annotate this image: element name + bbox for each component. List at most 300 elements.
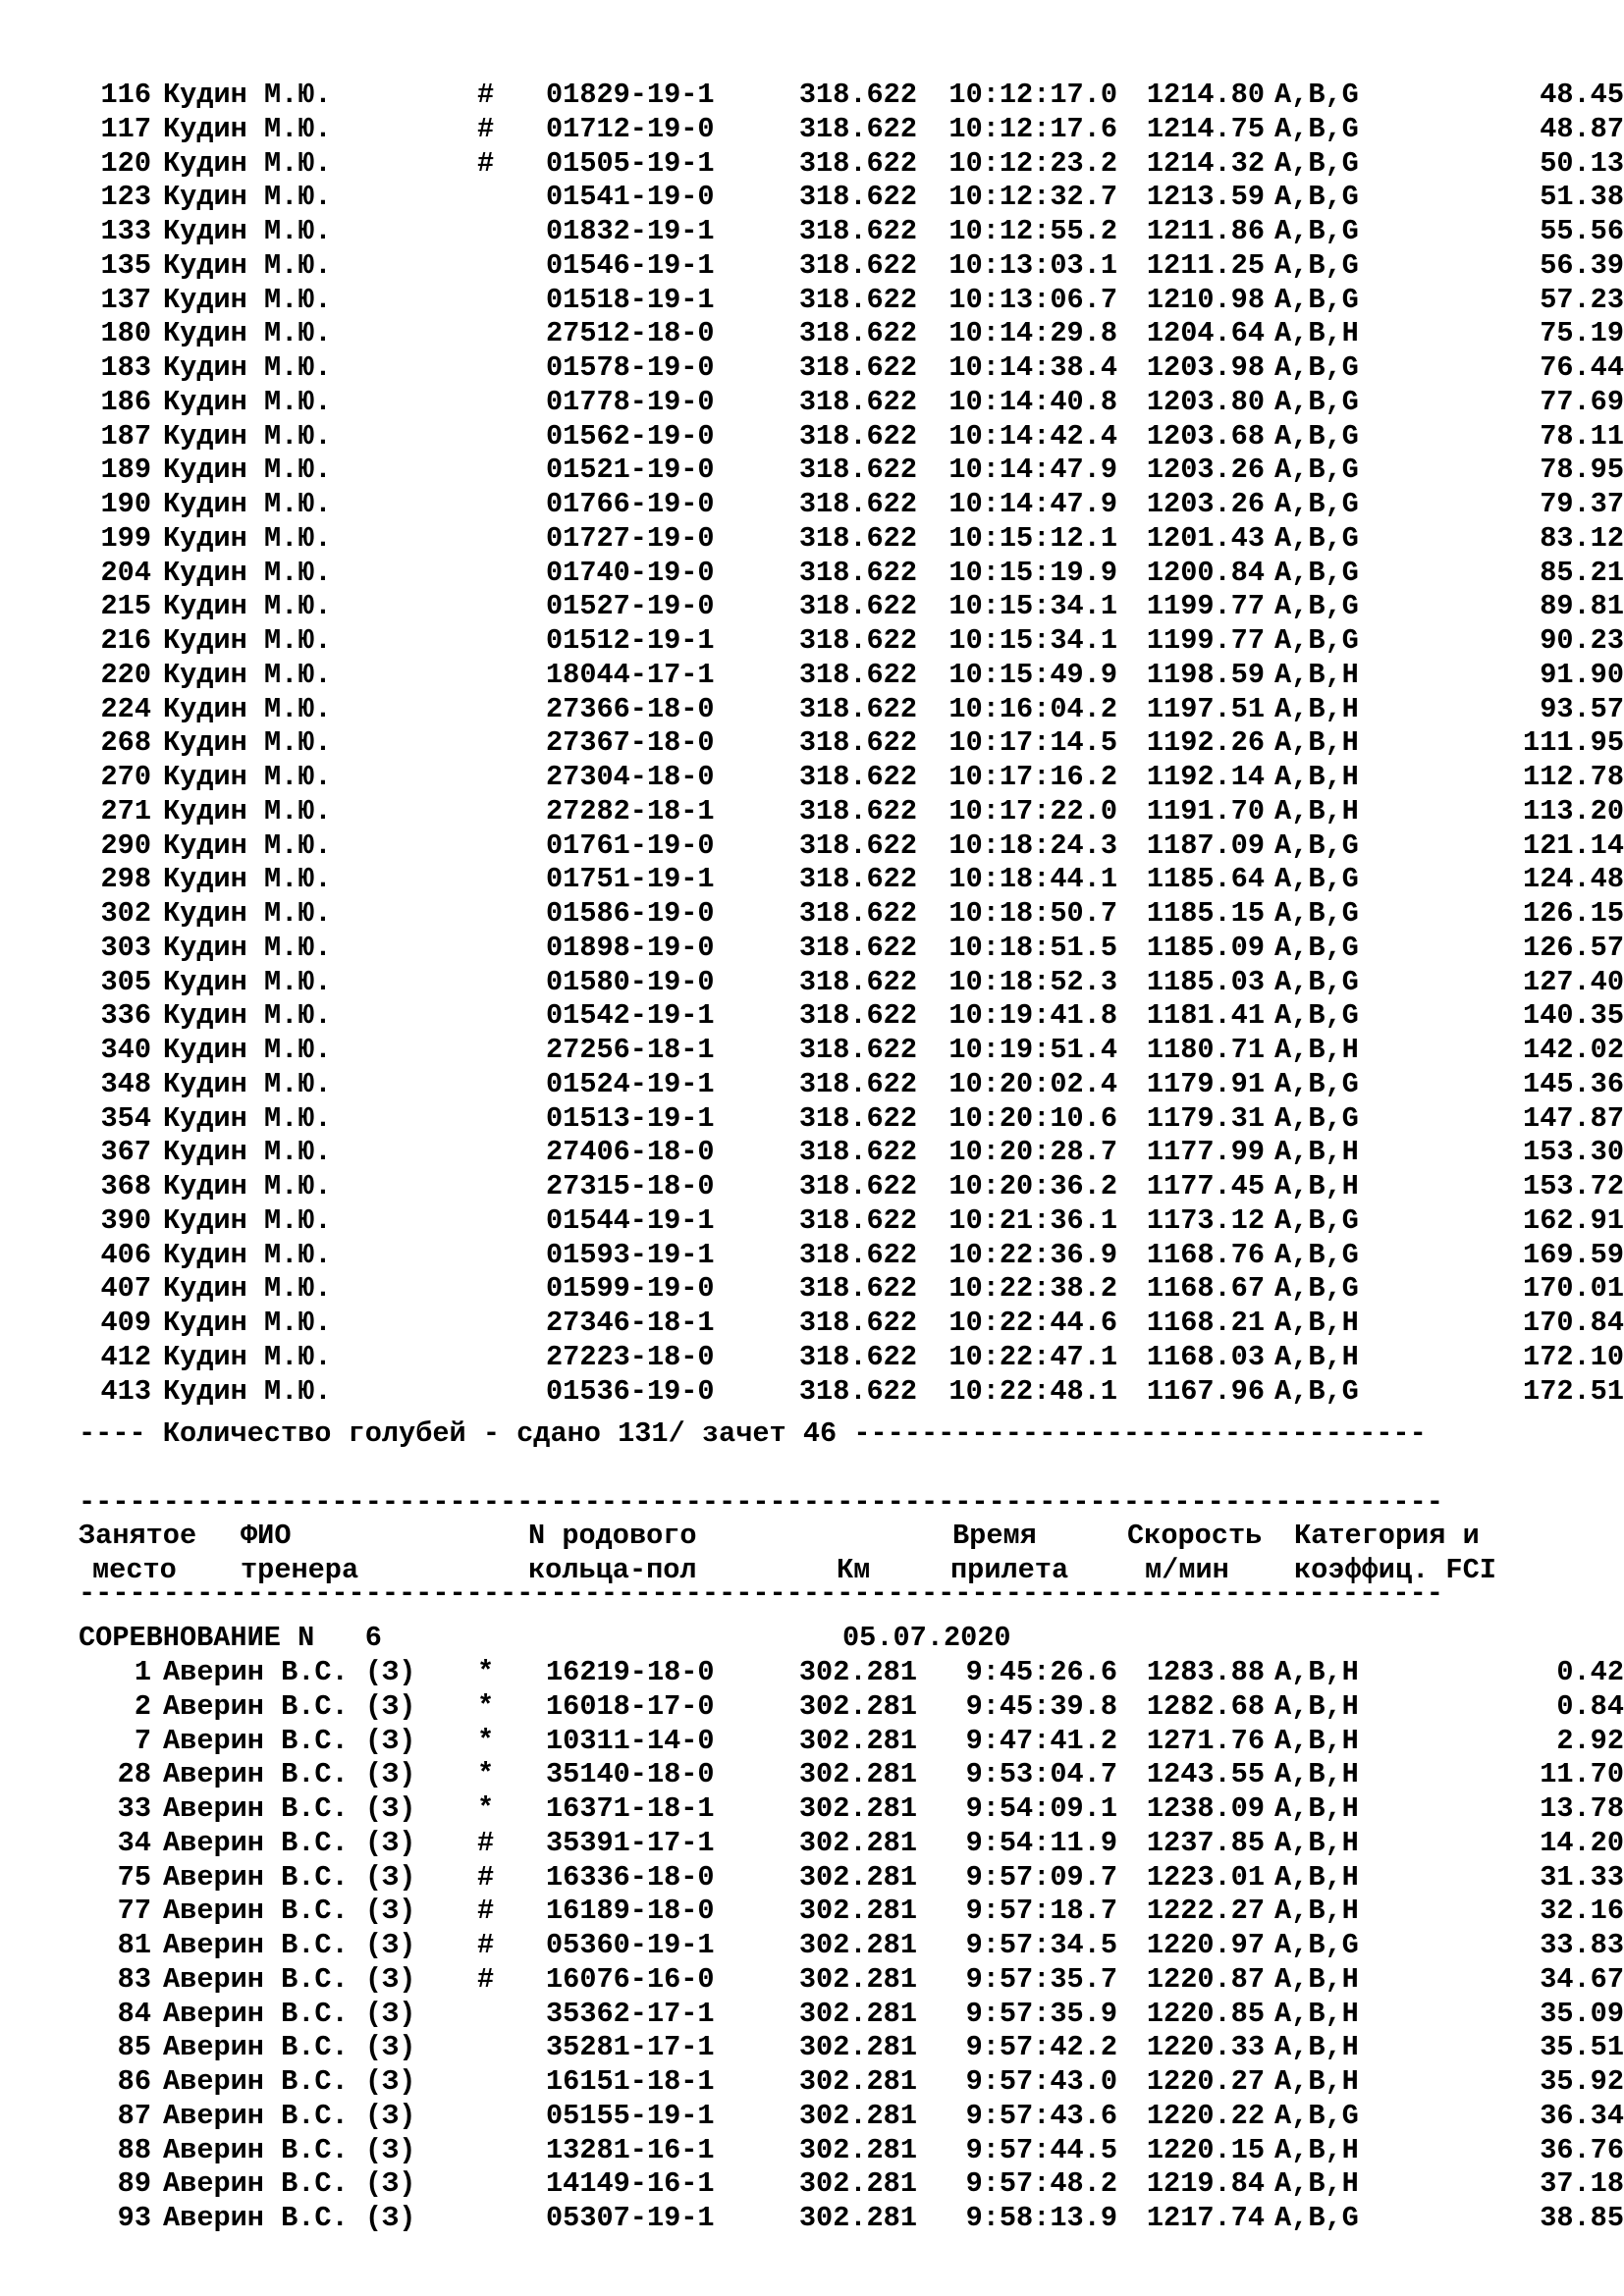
row-speed: 1177.45: [1146, 1170, 1265, 1202]
row-name: Кудин М.Ю.: [163, 283, 332, 316]
row-category: A,B,G: [1274, 146, 1359, 180]
row-name: Кудин М.Ю.: [163, 79, 332, 111]
row-time: 10:19:51.4: [948, 1034, 1117, 1066]
row-speed: 1222.27: [1146, 1895, 1265, 1928]
row-place: 290: [100, 828, 151, 862]
row-place: 412: [100, 1340, 151, 1373]
block-1-summary: ---- Количество голубей - сдано 131/ зачет 46 ----------------------------------: [79, 1417, 1427, 1450]
row-coefficient: 162.91: [1523, 1203, 1624, 1237]
row-ring: 01761-19-0: [546, 828, 715, 862]
row-category: A,B,G: [1274, 2202, 1359, 2234]
row-name: Кудин М.Ю.: [163, 1374, 332, 1408]
row-km: 318.622: [798, 317, 917, 350]
row-place: 28: [117, 1758, 151, 1791]
row-coefficient: 48.45: [1540, 79, 1624, 111]
row-km: 318.622: [798, 112, 917, 145]
row-place: 183: [100, 351, 151, 384]
row-ring: 27366-18-0: [546, 692, 715, 725]
row-name: Кудин М.Ю.: [163, 931, 332, 964]
competition-title: СОРЕВНОВАНИЕ N 6: [79, 1622, 382, 1654]
header-category: Категория и: [1294, 1520, 1480, 1552]
row-km: 318.622: [798, 1136, 917, 1169]
table-row: [79, 794, 1624, 828]
row-ring: 01527-19-0: [546, 590, 715, 623]
row-place: 409: [100, 1307, 151, 1339]
row-km: 318.622: [798, 1272, 917, 1306]
table-row: [79, 316, 1624, 350]
table-row: [79, 146, 1624, 181]
table-row: [79, 828, 1624, 863]
row-speed: 1168.21: [1146, 1307, 1265, 1339]
row-name: Кудин М.Ю.: [163, 385, 332, 418]
row-ring: 01546-19-1: [546, 248, 715, 282]
row-ring: 27256-18-1: [546, 1034, 715, 1066]
table-row: [79, 556, 1624, 590]
row-km: 302.281: [798, 2065, 917, 2098]
row-name: Аверин В.С. (З): [163, 1724, 416, 1757]
row-category: A,B,G: [1274, 1272, 1359, 1306]
row-time: 9:57:42.2: [965, 2031, 1117, 2064]
row-time: 10:16:04.2: [948, 692, 1117, 725]
row-category: A,B,H: [1274, 1689, 1359, 1723]
row-ring: 01586-19-0: [546, 897, 715, 930]
row-coefficient: 55.56: [1540, 215, 1624, 247]
row-km: 318.622: [798, 419, 917, 453]
row-category: A,B,G: [1274, 1238, 1359, 1271]
row-name: Кудин М.Ю.: [163, 590, 332, 623]
table-row: [79, 1271, 1624, 1306]
row-time: 9:54:11.9: [965, 1826, 1117, 1859]
row-ring: 16219-18-0: [546, 1656, 715, 1688]
row-km: 318.622: [798, 590, 917, 623]
row-name: Кудин М.Ю.: [163, 1101, 332, 1135]
row-ring: 10311-14-0: [546, 1724, 715, 1757]
row-coefficient: 0.42: [1556, 1656, 1624, 1688]
row-coefficient: 91.90: [1540, 658, 1624, 691]
row-time: 10:14:42.4: [948, 419, 1117, 453]
row-name: Аверин В.С. (З): [163, 1689, 416, 1723]
row-speed: 1203.98: [1146, 351, 1265, 384]
row-coefficient: 31.33: [1540, 1860, 1624, 1894]
row-speed: 1185.15: [1146, 897, 1265, 930]
row-time: 9:57:09.7: [965, 1860, 1117, 1894]
row-km: 302.281: [798, 1826, 917, 1859]
row-coefficient: 172.51: [1523, 1374, 1624, 1408]
row-km: 318.622: [798, 556, 917, 589]
row-ring: 01521-19-0: [546, 454, 715, 487]
row-mark: *: [477, 1724, 495, 1757]
row-km: 318.622: [798, 1034, 917, 1066]
table-row: [79, 1894, 1624, 1928]
row-name: Кудин М.Ю.: [163, 624, 332, 657]
row-category: A,B,H: [1274, 761, 1359, 793]
row-name: Кудин М.Ю.: [163, 181, 332, 214]
row-speed: 1237.85: [1146, 1826, 1265, 1859]
row-coefficient: 35.09: [1540, 1997, 1624, 2030]
row-place: 298: [100, 863, 151, 896]
row-category: A,B,H: [1274, 2065, 1359, 2098]
row-place: 348: [100, 1067, 151, 1100]
row-km: 318.622: [798, 146, 917, 180]
row-speed: 1197.51: [1146, 692, 1265, 725]
row-speed: 1200.84: [1146, 556, 1265, 589]
row-coefficient: 170.01: [1523, 1272, 1624, 1306]
row-place: 204: [100, 556, 151, 589]
row-speed: 1214.80: [1146, 79, 1265, 111]
row-category: A,B,H: [1274, 2031, 1359, 2064]
table-row: [79, 1340, 1624, 1374]
row-coefficient: 90.23: [1540, 624, 1624, 657]
row-km: 318.622: [798, 1170, 917, 1202]
row-category: A,B,G: [1274, 1203, 1359, 1237]
row-coefficient: 112.78: [1523, 761, 1624, 793]
row-name: Кудин М.Ю.: [163, 897, 332, 930]
row-km: 302.281: [798, 1656, 917, 1688]
row-name: Кудин М.Ю.: [163, 1203, 332, 1237]
row-time: 10:12:17.6: [948, 112, 1117, 145]
row-km: 318.622: [798, 999, 917, 1033]
row-place: 81: [117, 1929, 151, 1961]
row-speed: 1185.09: [1146, 931, 1265, 964]
row-km: 318.622: [798, 828, 917, 862]
row-speed: 1203.80: [1146, 385, 1265, 418]
row-ring: 27367-18-0: [546, 726, 715, 760]
row-coefficient: 36.34: [1540, 2099, 1624, 2132]
row-speed: 1238.09: [1146, 1792, 1265, 1825]
row-speed: 1211.25: [1146, 248, 1265, 282]
row-km: 318.622: [798, 454, 917, 487]
table-row: [79, 2099, 1624, 2133]
row-time: 10:22:44.6: [948, 1307, 1117, 1339]
row-name: Кудин М.Ю.: [163, 1136, 332, 1169]
row-name: Кудин М.Ю.: [163, 965, 332, 998]
row-km: 318.622: [798, 624, 917, 657]
table-row: [79, 487, 1624, 521]
row-place: 85: [117, 2031, 151, 2064]
header-place: Занятое: [79, 1520, 197, 1552]
row-time: 10:12:23.2: [948, 146, 1117, 180]
row-name: Кудин М.Ю.: [163, 351, 332, 384]
row-speed: 1179.31: [1146, 1101, 1265, 1135]
row-ring: 01542-19-1: [546, 999, 715, 1033]
table-row: [79, 1962, 1624, 1997]
row-place: 7: [134, 1724, 151, 1757]
row-category: A,B,G: [1274, 590, 1359, 623]
row-name: Кудин М.Ю.: [163, 794, 332, 828]
row-category: A,B,H: [1274, 1170, 1359, 1202]
table-row: [79, 1135, 1624, 1169]
row-ring: 01832-19-1: [546, 215, 715, 247]
table-row: [79, 2133, 1624, 2167]
row-name: Аверин В.С. (З): [163, 1895, 416, 1928]
row-category: A,B,H: [1274, 1895, 1359, 1928]
row-km: 318.622: [798, 181, 917, 214]
table-row: [79, 1067, 1624, 1101]
row-place: 75: [117, 1860, 151, 1894]
table-row: [79, 283, 1624, 317]
row-coefficient: 36.76: [1540, 2133, 1624, 2166]
row-category: A,B,G: [1274, 863, 1359, 896]
header-rule-top: ---------------------------------------------------------------------------------: [79, 1486, 1443, 1519]
row-name: Кудин М.Ю.: [163, 692, 332, 725]
row-coefficient: 147.87: [1523, 1101, 1624, 1135]
row-name: Аверин В.С. (З): [163, 1758, 416, 1791]
row-time: 10:21:36.1: [948, 1203, 1117, 1237]
row-time: 10:12:32.7: [948, 181, 1117, 214]
row-speed: 1271.76: [1146, 1724, 1265, 1757]
row-category: A,B,H: [1274, 1340, 1359, 1373]
row-category: A,B,G: [1274, 1929, 1359, 1961]
row-speed: 1203.26: [1146, 454, 1265, 487]
row-ring: 05360-19-1: [546, 1929, 715, 1961]
row-speed: 1220.87: [1146, 1962, 1265, 1996]
row-ring: 27304-18-0: [546, 761, 715, 793]
table-row: [79, 2064, 1624, 2099]
row-speed: 1283.88: [1146, 1656, 1265, 1688]
row-place: 367: [100, 1136, 151, 1169]
row-time: 10:20:28.7: [948, 1136, 1117, 1169]
table-row: [79, 78, 1624, 112]
row-name: Аверин В.С. (З): [163, 2065, 416, 2098]
row-time: 10:14:40.8: [948, 385, 1117, 418]
row-name: Аверин В.С. (З): [163, 1929, 416, 1961]
row-place: 368: [100, 1170, 151, 1202]
row-name: Кудин М.Ю.: [163, 1272, 332, 1306]
row-coefficient: 37.18: [1540, 2167, 1624, 2201]
row-place: 302: [100, 897, 151, 930]
row-km: 302.281: [798, 2167, 917, 2201]
row-name: Кудин М.Ю.: [163, 215, 332, 247]
table-row: [79, 896, 1624, 931]
row-time: 10:15:49.9: [948, 658, 1117, 691]
row-place: 354: [100, 1101, 151, 1135]
row-time: 10:17:14.5: [948, 726, 1117, 760]
row-speed: 1192.26: [1146, 726, 1265, 760]
row-time: 10:12:55.2: [948, 215, 1117, 247]
row-km: 302.281: [798, 2133, 917, 2166]
row-coefficient: 89.81: [1540, 590, 1624, 623]
row-time: 9:45:39.8: [965, 1689, 1117, 1723]
row-speed: 1173.12: [1146, 1203, 1265, 1237]
row-coefficient: 38.85: [1540, 2202, 1624, 2234]
row-place: 87: [117, 2099, 151, 2132]
row-ring: 01513-19-1: [546, 1101, 715, 1135]
table-row: [79, 1203, 1624, 1238]
row-km: 302.281: [798, 1929, 917, 1961]
row-time: 10:20:36.2: [948, 1170, 1117, 1202]
header-speed-2: м/мин: [1145, 1554, 1229, 1586]
row-place: 89: [117, 2167, 151, 2201]
row-category: A,B,G: [1274, 283, 1359, 316]
row-category: A,B,G: [1274, 828, 1359, 862]
row-time: 9:58:13.9: [965, 2202, 1117, 2234]
row-place: 305: [100, 965, 151, 998]
row-place: 390: [100, 1203, 151, 1237]
row-coefficient: 14.20: [1540, 1826, 1624, 1859]
row-category: A,B,H: [1274, 1724, 1359, 1757]
row-coefficient: 78.95: [1540, 454, 1624, 487]
row-km: 318.622: [798, 1374, 917, 1408]
row-mark: #: [477, 112, 495, 145]
row-coefficient: 51.38: [1540, 181, 1624, 214]
row-ring: 27315-18-0: [546, 1170, 715, 1202]
row-speed: 1220.15: [1146, 2133, 1265, 2166]
row-speed: 1191.70: [1146, 794, 1265, 828]
row-coefficient: 172.10: [1523, 1340, 1624, 1373]
row-time: 10:19:41.8: [948, 999, 1117, 1033]
row-ring: 01578-19-0: [546, 351, 715, 384]
row-name: Кудин М.Ю.: [163, 248, 332, 282]
header-name-2: тренера: [241, 1554, 359, 1586]
row-km: 318.622: [798, 351, 917, 384]
row-ring: 01712-19-0: [546, 112, 715, 145]
row-mark: #: [477, 1929, 495, 1961]
row-speed: 1223.01: [1146, 1860, 1265, 1894]
row-place: 270: [100, 761, 151, 793]
row-mark: #: [477, 1826, 495, 1859]
row-time: 10:17:22.0: [948, 794, 1117, 828]
row-time: 10:15:12.1: [948, 521, 1117, 555]
row-coefficient: 57.23: [1540, 283, 1624, 316]
table-row: [79, 248, 1624, 283]
table-row: [79, 1928, 1624, 1962]
row-category: A,B,G: [1274, 2099, 1359, 2132]
row-km: 318.622: [798, 1238, 917, 1271]
row-place: 33: [117, 1792, 151, 1825]
row-speed: 1168.76: [1146, 1238, 1265, 1271]
row-category: A,B,G: [1274, 965, 1359, 998]
row-category: A,B,G: [1274, 556, 1359, 589]
row-place: 406: [100, 1238, 151, 1271]
table-row: [79, 350, 1624, 385]
row-speed: 1214.75: [1146, 112, 1265, 145]
row-coefficient: 124.48: [1523, 863, 1624, 896]
table-row: [79, 521, 1624, 556]
row-category: A,B,G: [1274, 248, 1359, 282]
row-time: 10:18:24.3: [948, 828, 1117, 862]
table-row: [79, 419, 1624, 454]
row-ring: 01541-19-0: [546, 181, 715, 214]
row-time: 10:13:03.1: [948, 248, 1117, 282]
row-km: 318.622: [798, 1067, 917, 1100]
row-place: 137: [100, 283, 151, 316]
row-name: Кудин М.Ю.: [163, 658, 332, 691]
row-place: 220: [100, 658, 151, 691]
table-row: [79, 1374, 1624, 1409]
row-ring: 35281-17-1: [546, 2031, 715, 2064]
row-km: 318.622: [798, 488, 917, 520]
row-km: 318.622: [798, 1307, 917, 1339]
row-ring: 35391-17-1: [546, 1826, 715, 1859]
row-ring: 01518-19-1: [546, 283, 715, 316]
row-coefficient: 169.59: [1523, 1238, 1624, 1271]
table-row: [79, 1101, 1624, 1136]
row-place: 93: [117, 2202, 151, 2234]
row-mark: *: [477, 1758, 495, 1791]
row-ring: 16018-17-0: [546, 1689, 715, 1723]
row-name: Кудин М.Ю.: [163, 1170, 332, 1202]
row-ring: 01751-19-1: [546, 863, 715, 896]
row-category: A,B,G: [1274, 897, 1359, 930]
row-speed: 1220.85: [1146, 1997, 1265, 2030]
row-category: A,B,H: [1274, 658, 1359, 691]
header-speed: Скорость: [1127, 1520, 1263, 1552]
row-mark: *: [477, 1656, 495, 1688]
row-time: 10:22:38.2: [948, 1272, 1117, 1306]
row-place: 123: [100, 181, 151, 214]
table-row: [79, 1791, 1624, 1826]
row-category: A,B,H: [1274, 1997, 1359, 2030]
row-coefficient: 140.35: [1523, 999, 1624, 1033]
row-ring: 01512-19-1: [546, 624, 715, 657]
row-name: Кудин М.Ю.: [163, 454, 332, 487]
row-category: A,B,H: [1274, 1860, 1359, 1894]
row-speed: 1199.77: [1146, 624, 1265, 657]
row-name: Кудин М.Ю.: [163, 419, 332, 453]
table-row: [79, 214, 1624, 248]
row-place: 34: [117, 1826, 151, 1859]
table-row: [79, 998, 1624, 1033]
row-time: 10:22:48.1: [948, 1374, 1117, 1408]
row-name: Аверин В.С. (З): [163, 2202, 416, 2234]
row-km: 318.622: [798, 521, 917, 555]
row-place: 340: [100, 1034, 151, 1066]
row-speed: 1213.59: [1146, 181, 1265, 214]
row-km: 318.622: [798, 248, 917, 282]
row-place: 135: [100, 248, 151, 282]
row-speed: 1220.22: [1146, 2099, 1265, 2132]
table-row: [79, 1757, 1624, 1791]
row-time: 10:22:47.1: [948, 1340, 1117, 1373]
row-mark: #: [477, 146, 495, 180]
row-ring: 01562-19-0: [546, 419, 715, 453]
row-km: 318.622: [798, 385, 917, 418]
row-coefficient: 111.95: [1523, 726, 1624, 760]
row-ring: 01524-19-1: [546, 1067, 715, 1100]
row-speed: 1220.27: [1146, 2065, 1265, 2098]
row-speed: 1201.43: [1146, 521, 1265, 555]
row-speed: 1243.55: [1146, 1758, 1265, 1791]
row-speed: 1220.33: [1146, 2031, 1265, 2064]
row-category: A,B,H: [1274, 317, 1359, 350]
row-speed: 1185.64: [1146, 863, 1265, 896]
header-km: Км: [837, 1554, 871, 1586]
table-row: [79, 2166, 1624, 2201]
header-ring: N родового: [528, 1520, 697, 1552]
row-category: A,B,G: [1274, 385, 1359, 418]
row-coefficient: 33.83: [1540, 1929, 1624, 1961]
row-speed: 1220.97: [1146, 1929, 1265, 1961]
row-name: Кудин М.Ю.: [163, 146, 332, 180]
row-ring: 01536-19-0: [546, 1374, 715, 1408]
row-category: A,B,G: [1274, 454, 1359, 487]
row-km: 318.622: [798, 863, 917, 896]
row-coefficient: 35.92: [1540, 2065, 1624, 2098]
row-category: A,B,H: [1274, 1307, 1359, 1339]
row-category: A,B,G: [1274, 624, 1359, 657]
row-mark: #: [477, 1860, 495, 1894]
row-category: A,B,G: [1274, 79, 1359, 111]
row-place: 84: [117, 1997, 151, 2030]
row-ring: 16189-18-0: [546, 1895, 715, 1928]
row-category: A,B,G: [1274, 215, 1359, 247]
row-category: A,B,H: [1274, 1034, 1359, 1066]
row-ring: 01544-19-1: [546, 1203, 715, 1237]
row-speed: 1168.03: [1146, 1340, 1265, 1373]
row-km: 302.281: [798, 2202, 917, 2234]
row-coefficient: 35.51: [1540, 2031, 1624, 2064]
row-ring: 01599-19-0: [546, 1272, 715, 1306]
